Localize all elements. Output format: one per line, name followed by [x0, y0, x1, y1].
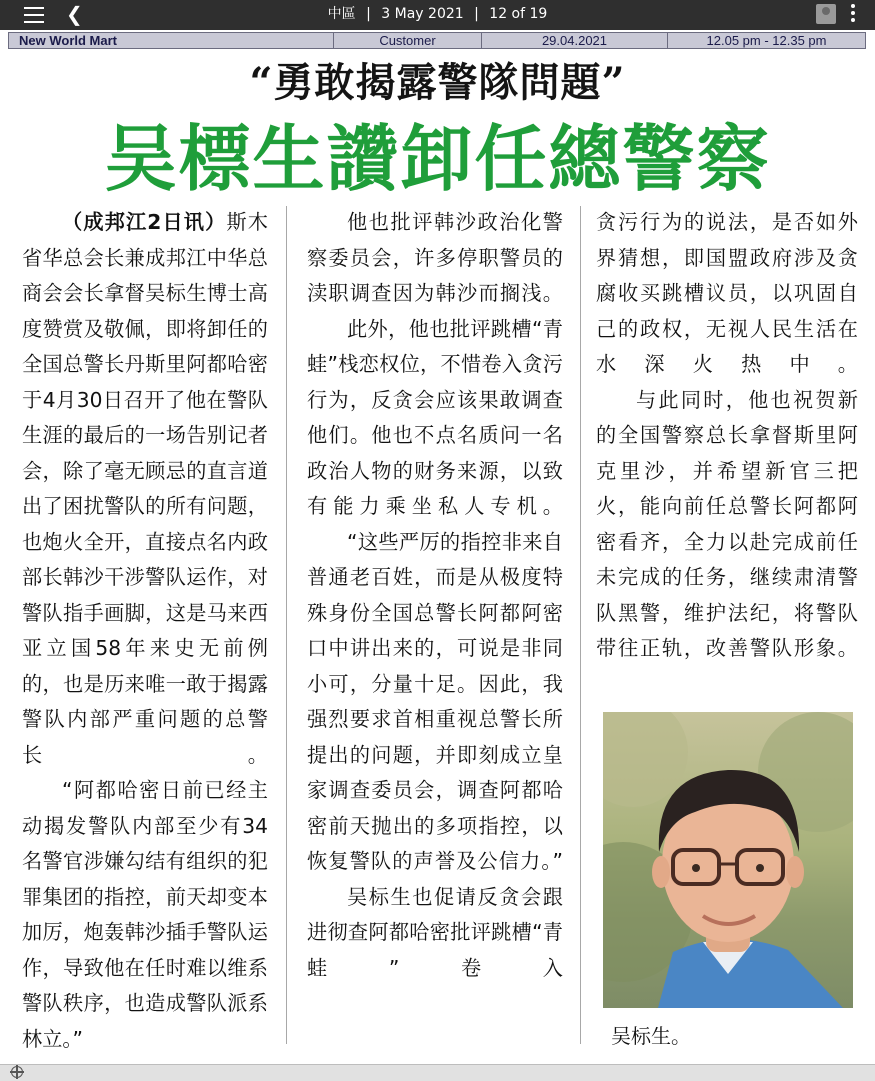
- bottom-toolbar: [0, 1064, 875, 1081]
- portrait-illustration: [603, 712, 853, 1008]
- clip-date: 29.04.2021: [482, 33, 668, 48]
- clip-source: New World Mart: [9, 33, 334, 48]
- viewer-toolbar: [0, 0, 875, 30]
- article-column-3: [596, 205, 858, 667]
- article-column-1: [22, 205, 268, 1057]
- page-info: [0, 0, 875, 30]
- article-kicker: “勇敢揭露警隊問題”: [249, 59, 626, 106]
- avatar-icon[interactable]: [816, 4, 836, 24]
- dateline: （成邦江2日讯）: [62, 210, 227, 234]
- photo-caption: 吴标生。: [611, 1024, 691, 1048]
- paragraph: 与此同时，他也祝贺新的全国警察总长拿督斯里阿克里沙，并希望新官三把火，能向前任总警长阿都阿密看齐，全力以赴完成前任未完成的任务，继续肃清警队黑警，维护法纪，将警队带往正轨，改善警队形象。: [596, 387, 858, 660]
- article-headline: 吴標生讚卸任總警察: [104, 117, 771, 201]
- column-divider: [286, 206, 287, 1044]
- separator: |: [366, 6, 371, 22]
- paragraph: 贪污行为的说法，是否如外界猜想，即国盟政府涉及贪腐收买跳槽议员，以巩固自己的政权，无视人民生活在水深火热中。: [596, 210, 858, 376]
- edition-label: 中區: [327, 6, 356, 22]
- clipping-info-strip: [8, 32, 866, 49]
- paragraph: 此外，他也批评跳槽“青蛙”栈恋权位，不惜卷入贪污行为，反贪会应该果敢调查他们。他也不点名质问一名政治人物的财务来源，以致有能力乘坐私人专机。: [307, 316, 563, 518]
- separator: |: [474, 6, 479, 22]
- paragraph: 他也批评韩沙政治化警察委员会，许多停职警员的渎职调查因为韩沙而搁浅。: [307, 210, 563, 305]
- portrait-photo: [603, 712, 853, 1008]
- clip-type: Customer: [334, 33, 482, 48]
- page-number: 12 of 19: [489, 6, 548, 22]
- column-divider: [580, 206, 581, 1044]
- paragraph: “这些严厉的指控非来自普通老百姓，而是从极度特殊身份全国总警长阿都阿密口中讲出来的，可说是非同小可，分量十足。因此，我强烈要求首相重视总警长所提出的问题，并即刻成立皇家调查委员会，调查阿都哈密前天抛出的多项指控，以恢复警队的声誉及公信力。”: [307, 529, 563, 873]
- zoom-icon[interactable]: [11, 1066, 23, 1078]
- article-column-2: [307, 205, 563, 986]
- paragraph: 吴标生也促请反贪会跟进彻查阿都哈密批评跳槽“青蛙”卷入: [307, 884, 563, 980]
- clip-time: 12.05 pm - 12.35 pm: [706, 33, 827, 48]
- issue-date: 3 May 2021: [381, 6, 464, 22]
- paragraph: 斯木省华总会长兼成邦江中华总商会会长拿督吴标生博士高度赞赏及敬佩，即将卸任的全国总警长丹斯里阿都哈密于4月30日召开了他在警队生涯的最后的一场告别记者会，除了毫无顾忌的直言道出了困扰警队的所有问题，也炮火全开，直接点名内政部长韩沙干涉警队运作，对警队指手画脚，这是马来西亚立国58年来史无前例的，也是历来唯一敢于揭露警队内部严重问题的总警长。: [22, 210, 268, 767]
- kebab-icon[interactable]: [850, 4, 856, 26]
- paragraph: “阿都哈密日前已经主动揭发警队内部至少有34名警官涉嫌勾结有组织的犯罪集团的指控，前天却变本加厉，炮轰韩沙插手警队运作，导致他在任时难以维系警队秩序，也造成警队派系林立。”: [22, 778, 268, 1051]
- back-icon[interactable]: ❮: [66, 2, 83, 26]
